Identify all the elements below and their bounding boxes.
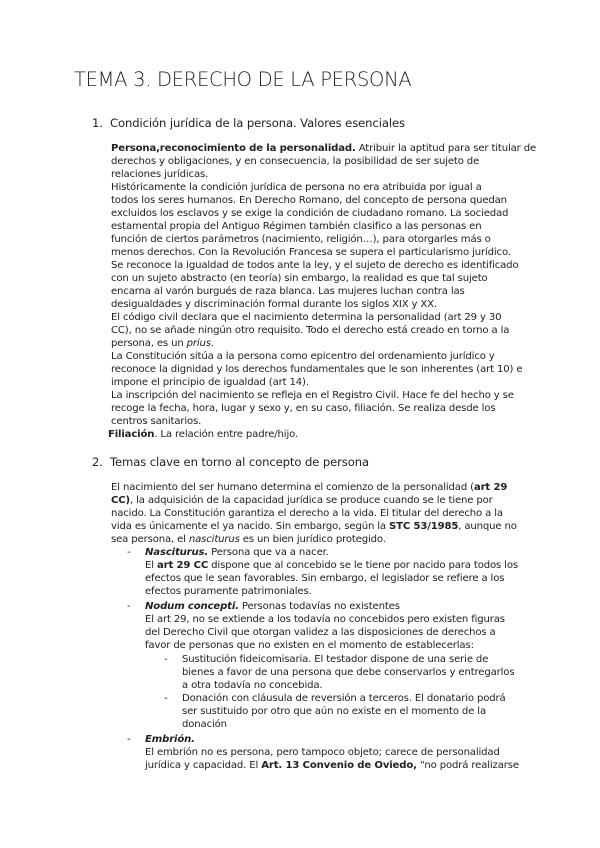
bullet-line: favor de personas que no existen en el momento de establecerlas:	[145, 640, 474, 651]
bullet-line: efectos puramente patrimoniales.	[145, 586, 312, 597]
bullet-line	[145, 733, 195, 746]
paragraph-line: La inscripción del nacimiento se refleja en el Registro Civil. Hace fe del hecho y se	[111, 390, 514, 401]
sub-bullet-line: ser sustituido por otro que aún no existe en el momento de la	[182, 706, 486, 717]
paragraph-line: La Constitución sitúa a la persona como epicentro del ordenamiento jurídico y	[111, 351, 495, 362]
sub-bullet-line: bienes a favor de una persona que debe conservarlos y entregarlos	[182, 667, 515, 678]
bold-term: Persona,reconocimiento de la personalidad.	[111, 143, 356, 154]
bullet-dash: -	[127, 734, 131, 745]
sub-bullet-line: Donación con cláusula de reversión a terceros. El donatario podrá	[182, 693, 506, 704]
bullet-line: del Derecho Civil que otorgan validez a las disposiciones de derechos a	[145, 627, 496, 638]
bullet-dash: -	[127, 547, 131, 558]
paragraph-line: derechos y obligaciones, y en consecuencia, la posibilidad de ser sujeto de	[111, 156, 480, 167]
bullet-title: Nasciturus.	[145, 547, 209, 558]
page-title: TEMA 3. DERECHO DE LA PERSONA	[74, 68, 412, 91]
paragraph-line: recoge la fecha, hora, lugar y sexo y, en su caso, filiación. Se realiza desde los	[111, 403, 496, 414]
paragraph-line: reconoce la dignidad y los derechos fundamentales que le son inherentes (art 10) e	[111, 364, 523, 375]
paragraph-line: estamental propia del Antiguo Régimen también clasifico a las personas en	[111, 221, 482, 232]
section-2-heading-text: Temas clave en torno al concepto de persona	[110, 455, 369, 469]
bullet-line: efectos que le sean favorables. Sin embargo, el legislador se refiere a los	[145, 573, 505, 584]
paragraph-line: nacido. La Constitución garantiza el derecho a la vida. El titular del derecho a la	[111, 508, 503, 519]
paragraph-line: CC), no se añade ningún otro requisito. Todo el derecho está creado en torno a la	[111, 325, 510, 336]
paragraph-line: excluidos los esclavos y se exige la condición de ciudadano romano. La sociedad	[111, 208, 509, 219]
paragraph-line: función de ciertos parámetros (nacimiento, religión…), para otorgarles más o	[111, 234, 491, 245]
sub-bullet-dash: -	[164, 654, 168, 665]
section-2-heading	[92, 455, 369, 469]
paragraph-line: persona, es un prius.	[111, 338, 214, 349]
paragraph-line: con un sujeto abstracto (en teoría) sin embargo, la realidad es que tal sujeto	[111, 273, 488, 284]
paragraph-line: todos los seres humanos. En Derecho Romano, del concepto de persona quedan	[111, 195, 507, 206]
italic-term: prius	[186, 338, 211, 349]
paragraph-line: CC), la adquisición de la capacidad jurídica se produce cuando se le tiene por	[111, 495, 493, 506]
paragraph-line: vida es únicamente el ya nacido. Sin embargo, según la STC 53/1985, aunque no	[111, 521, 517, 532]
paragraph-line: El nacimiento del ser humano determina el comienzo de la personalidad (art 29	[111, 482, 508, 493]
bullet-line: El embrión no es persona, pero tampoco objeto; carece de personalidad	[145, 747, 500, 758]
bullet-dash: -	[127, 601, 131, 612]
paragraph-line: encarna al varón burgués de raza blanca. Las mujeres luchan contra las	[111, 286, 465, 297]
sub-bullet-line: donación	[182, 719, 227, 730]
paragraph-line: impone el principio de igualdad (art 14).	[111, 377, 309, 388]
paragraph-line: sea persona, el nasciturus es un bien jurídico protegido.	[111, 534, 386, 545]
section-1-number: 1.	[92, 116, 103, 130]
paragraph-line: relaciones jurídicas.	[111, 169, 209, 180]
bullet-title: Embrión.	[145, 734, 195, 745]
paragraph-line: Persona,reconocimiento de la personalidad. Atribuir la aptitud para ser titular de	[111, 143, 537, 154]
paragraph-line: Históricamente la condición jurídica de persona no era atribuida por igual a	[111, 182, 482, 193]
section-1-heading-text: Condición jurídica de la persona. Valores esenciales	[110, 116, 405, 130]
bullet-line: El art 29 CC dispone que al concebido se le tiene por nacido para todos los	[145, 560, 518, 571]
paragraph-line: Se reconoce la igualdad de todos ante la ley, y el sujeto de derecho es identificado	[111, 260, 519, 271]
paragraph-line: El código civil declara que el nacimiento determina la personalidad (art 29 y 30	[111, 312, 502, 323]
bold-term: Filiación	[108, 429, 155, 440]
section-1-heading	[92, 116, 405, 130]
section-2-number: 2.	[92, 455, 103, 469]
paragraph-line: centros sanitarios.	[111, 416, 202, 427]
paragraph-line: desigualdades y discriminación formal durante los siglos XIX y XX.	[111, 299, 438, 310]
paragraph-line: menos derechos. Con la Revolución Francesa se supera el particularismo jurídico.	[111, 247, 511, 258]
bullet-line: jurídica y capacidad. El Art. 13 Convenio de Oviedo, “no podrá realizarse	[145, 760, 519, 771]
bullet-title: Nodum concepti.	[145, 601, 239, 612]
sub-bullet-dash: -	[164, 693, 168, 704]
bullet-line: Nodum concepti. Personas todavías no existentes	[145, 601, 400, 612]
paragraph-line: Filiación. La relación entre padre/hijo.	[108, 429, 299, 440]
bullet-line: El art 29, no se extiende a los todavía no concebidos pero existen figuras	[145, 614, 505, 625]
sub-bullet-line: Sustitución fideicomisaria. El testador dispone de una serie de	[182, 654, 489, 665]
sub-bullet-line: a otra todavía no concebida.	[182, 680, 323, 691]
bullet-line: Nasciturus. Persona que va a nacer.	[145, 547, 329, 558]
